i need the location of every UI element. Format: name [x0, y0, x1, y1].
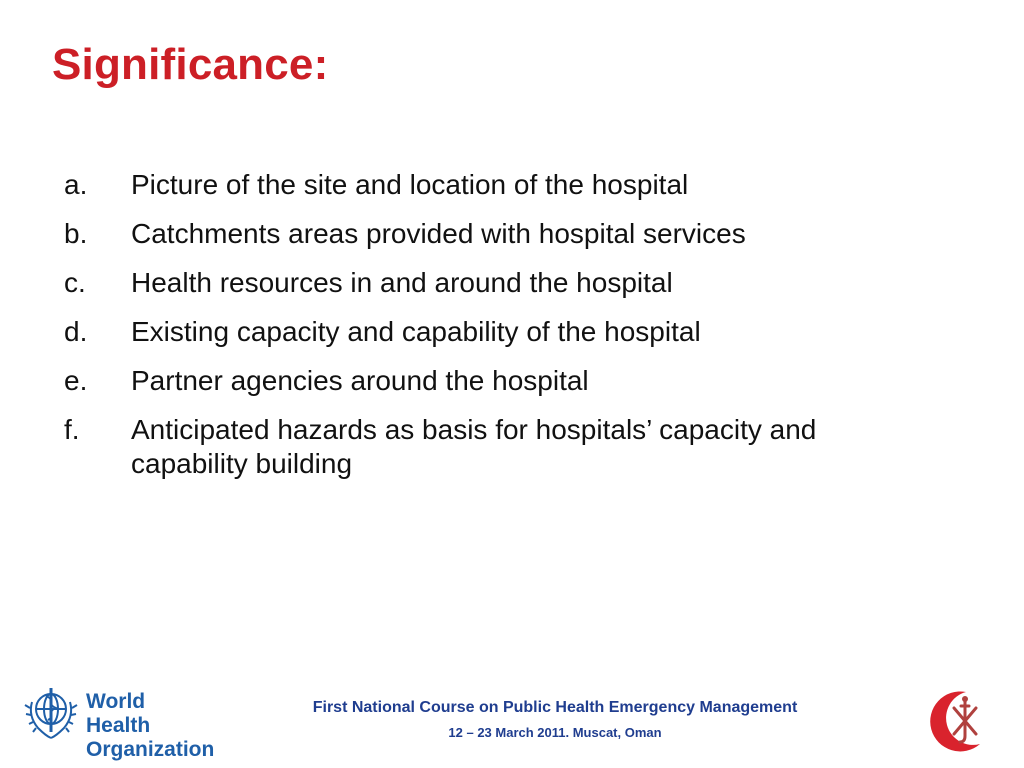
list-item: [64, 217, 964, 251]
who-logo: [22, 680, 215, 761]
course-title: First National Course on Public Health Emergency Management: [312, 699, 798, 716]
footer-text: [230, 698, 880, 742]
list-text: Catchments areas provided with hospital services: [131, 218, 746, 249]
slide-title: Significance:: [52, 40, 329, 89]
slide-footer: [0, 672, 1024, 768]
who-wordmark-line2: Organization: [86, 738, 215, 761]
list-marker: e.: [64, 365, 88, 396]
list-text: Partner agencies around the hospital: [131, 365, 589, 396]
list-text: Picture of the site and location of the hospital: [131, 169, 689, 200]
list-item: [64, 413, 964, 481]
who-wordmark-line1: World Health: [86, 690, 151, 737]
oman-emblem-icon: [914, 684, 994, 756]
list-item: [64, 315, 964, 349]
list-marker: b.: [64, 218, 88, 249]
list-item: [64, 266, 964, 300]
list-marker: d.: [64, 316, 88, 347]
list-text: Anticipated hazards as basis for hospitals’ capacity and capability building: [131, 414, 817, 479]
list-item: [64, 168, 964, 202]
list-item: [64, 364, 964, 398]
who-emblem-icon: [22, 682, 80, 744]
significance-list: [64, 168, 964, 496]
list-marker: a.: [64, 169, 88, 200]
list-text: Existing capacity and capability of the hospital: [131, 316, 701, 347]
list-text: Health resources in and around the hospital: [131, 267, 673, 298]
list-marker: f.: [64, 414, 80, 445]
course-dates: 12 – 23 March 2011. Muscat, Oman: [448, 725, 662, 740]
who-wordmark: [86, 690, 214, 762]
list-marker: c.: [64, 267, 86, 298]
